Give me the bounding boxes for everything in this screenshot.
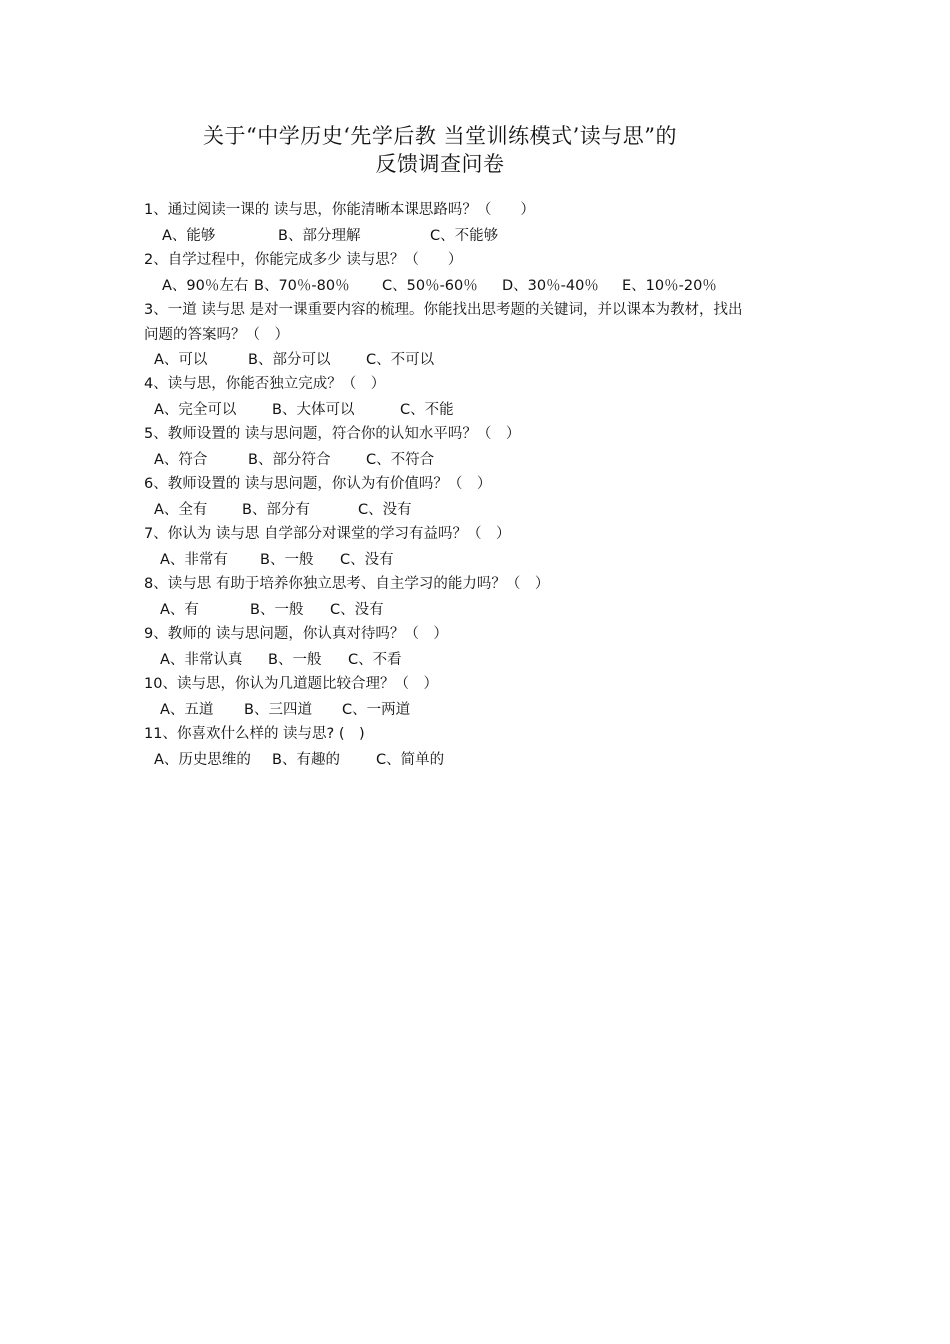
option-a[interactable]: A、完全可以 <box>154 402 237 418</box>
option-b[interactable]: B、部分可以 <box>248 352 331 368</box>
option-b[interactable]: B、部分符合 <box>248 452 331 468</box>
option-c[interactable]: C、简单的 <box>376 752 445 768</box>
question-7: 7、你认为 读与思 自学部分对课堂的学习有益吗？（ ） <box>144 526 511 542</box>
option-a[interactable]: A、能够 <box>162 228 216 244</box>
question-4: 4、读与思，你能否独立完成？（ ） <box>144 376 386 392</box>
option-a[interactable]: A、非常认真 <box>160 652 243 668</box>
option-b[interactable]: B、70％-80％ <box>254 278 350 294</box>
question-6: 6、教师设置的 读与思问题，你认为有价值吗？（ ） <box>144 476 492 492</box>
question-5: 5、教师设置的 读与思问题，符合你的认知水平吗？（ ） <box>144 426 521 442</box>
question-11-options <box>154 750 444 770</box>
option-b[interactable]: B、部分有 <box>242 502 310 518</box>
question-2-options <box>162 276 717 296</box>
question-2: 2、自学过程中，你能完成多少 读与思？（ ） <box>144 252 463 268</box>
question-10-options <box>160 700 410 720</box>
option-b[interactable]: B、一般 <box>250 602 304 618</box>
option-b[interactable]: B、一般 <box>268 652 322 668</box>
question-6-options <box>154 500 412 520</box>
question-1: 1、通过阅读一课的 读与思，你能清晰本课思路吗？（ ） <box>144 202 535 218</box>
question-8: 8、读与思 有助于培养你独立思考、自主学习的能力吗？（ ） <box>144 576 550 592</box>
option-e[interactable]: E、10％-20％ <box>622 278 717 294</box>
option-c[interactable]: C、没有 <box>358 502 412 518</box>
option-b[interactable]: B、部分理解 <box>278 228 361 244</box>
question-9-options <box>160 650 402 670</box>
option-a[interactable]: A、有 <box>160 602 199 618</box>
option-c[interactable]: C、没有 <box>340 552 394 568</box>
option-d[interactable]: D、30％-40％ <box>502 278 599 294</box>
option-a[interactable]: A、历史思维的 <box>154 752 251 768</box>
option-b[interactable]: B、一般 <box>260 552 314 568</box>
question-7-options <box>160 550 394 570</box>
question-3-options <box>154 350 434 370</box>
option-a[interactable]: A、五道 <box>160 702 214 718</box>
question-8-options <box>160 600 384 620</box>
option-a[interactable]: A、符合 <box>154 452 208 468</box>
option-b[interactable]: B、大体可以 <box>272 402 355 418</box>
option-b[interactable]: B、有趣的 <box>272 752 340 768</box>
option-c[interactable]: C、一两道 <box>342 702 411 718</box>
option-a[interactable]: A、非常有 <box>160 552 228 568</box>
option-a[interactable]: A、90％左右 <box>162 278 249 294</box>
option-c[interactable]: C、不看 <box>348 652 402 668</box>
option-c[interactable]: C、50％-60％ <box>382 278 478 294</box>
question-11: 11、你喜欢什么样的 读与思? ( ) <box>144 726 365 742</box>
question-3-line2: 问题的答案吗？（ ） <box>144 327 289 343</box>
option-c[interactable]: C、不能 <box>400 402 454 418</box>
question-1-options <box>162 226 498 246</box>
question-4-options <box>154 400 454 420</box>
page-title-line2: 反馈调查问卷 <box>375 152 505 176</box>
option-c[interactable]: C、不可以 <box>366 352 435 368</box>
option-c[interactable]: C、不符合 <box>366 452 435 468</box>
option-b[interactable]: B、三四道 <box>244 702 312 718</box>
question-3-line1: 3、一道 读与思 是对一课重要内容的梳理。你能找出思考题的关键词，并以课本为教材，找出 <box>144 302 743 318</box>
option-c[interactable]: C、没有 <box>330 602 384 618</box>
option-a[interactable]: A、全有 <box>154 502 208 518</box>
question-10: 10、读与思，你认为几道题比较合理？（ ） <box>144 676 438 692</box>
question-5-options <box>154 450 434 470</box>
option-c[interactable]: C、不能够 <box>430 228 499 244</box>
option-a[interactable]: A、可以 <box>154 352 208 368</box>
page-title-line1: 关于“中学历史‘先学后教 当堂训练模式’读与思”的 <box>203 124 677 148</box>
question-9: 9、教师的 读与思问题，你认真对待吗？（ ） <box>144 626 448 642</box>
